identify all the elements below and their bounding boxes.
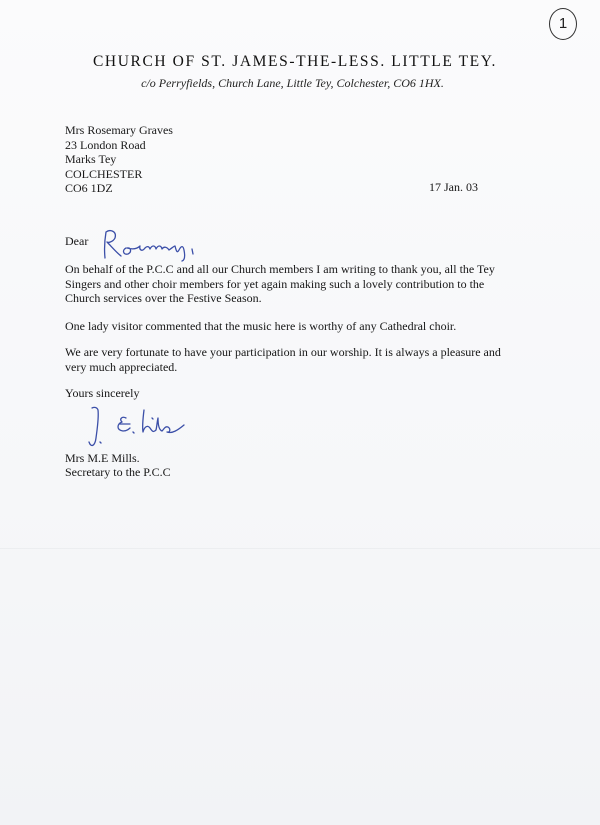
closing: Yours sincerely	[65, 386, 140, 400]
recipient-line: COLCHESTER	[65, 166, 143, 181]
page-number-mark: 1	[549, 8, 577, 40]
body-paragraph: One lady visitor commented that the music here is worthy of any Cathedral choir.	[65, 319, 457, 333]
letterhead-title: CHURCH OF ST. JAMES-THE-LESS. LITTLE TEY.	[92, 53, 498, 70]
body-paragraph: We are very fortunate to have your participation in our worship. It is always a pleasure and very much appreciated.	[65, 345, 501, 374]
fold-line	[0, 548, 600, 549]
recipient-address	[65, 123, 173, 196]
recipient-line: Mrs Rosemary Graves	[65, 123, 173, 137]
handwritten-signature	[78, 404, 208, 450]
handwritten-salutation-name	[100, 224, 220, 264]
signer-role: Secretary to the P.C.C	[65, 465, 171, 479]
recipient-line: CO6 1DZ	[65, 181, 113, 196]
body-paragraph: On behalf of the P.C.C and all our Church members I am writing to thank you, all the Tey Singers and other choir members for yet again making such a lovely contribution to the Church services over the Festive Season.	[65, 262, 495, 306]
recipient-line: Marks Tey	[65, 152, 117, 167]
letterhead-address: c/o Perryfields, Church Lane, Little Tey, Colchester, CO6 1HX.	[141, 76, 444, 90]
letter-date: 17 Jan. 03	[429, 180, 478, 194]
recipient-line: 23 London Road	[65, 137, 146, 152]
salutation: Dear	[65, 234, 89, 248]
signer-name: Mrs M.E Mills.	[65, 451, 140, 465]
